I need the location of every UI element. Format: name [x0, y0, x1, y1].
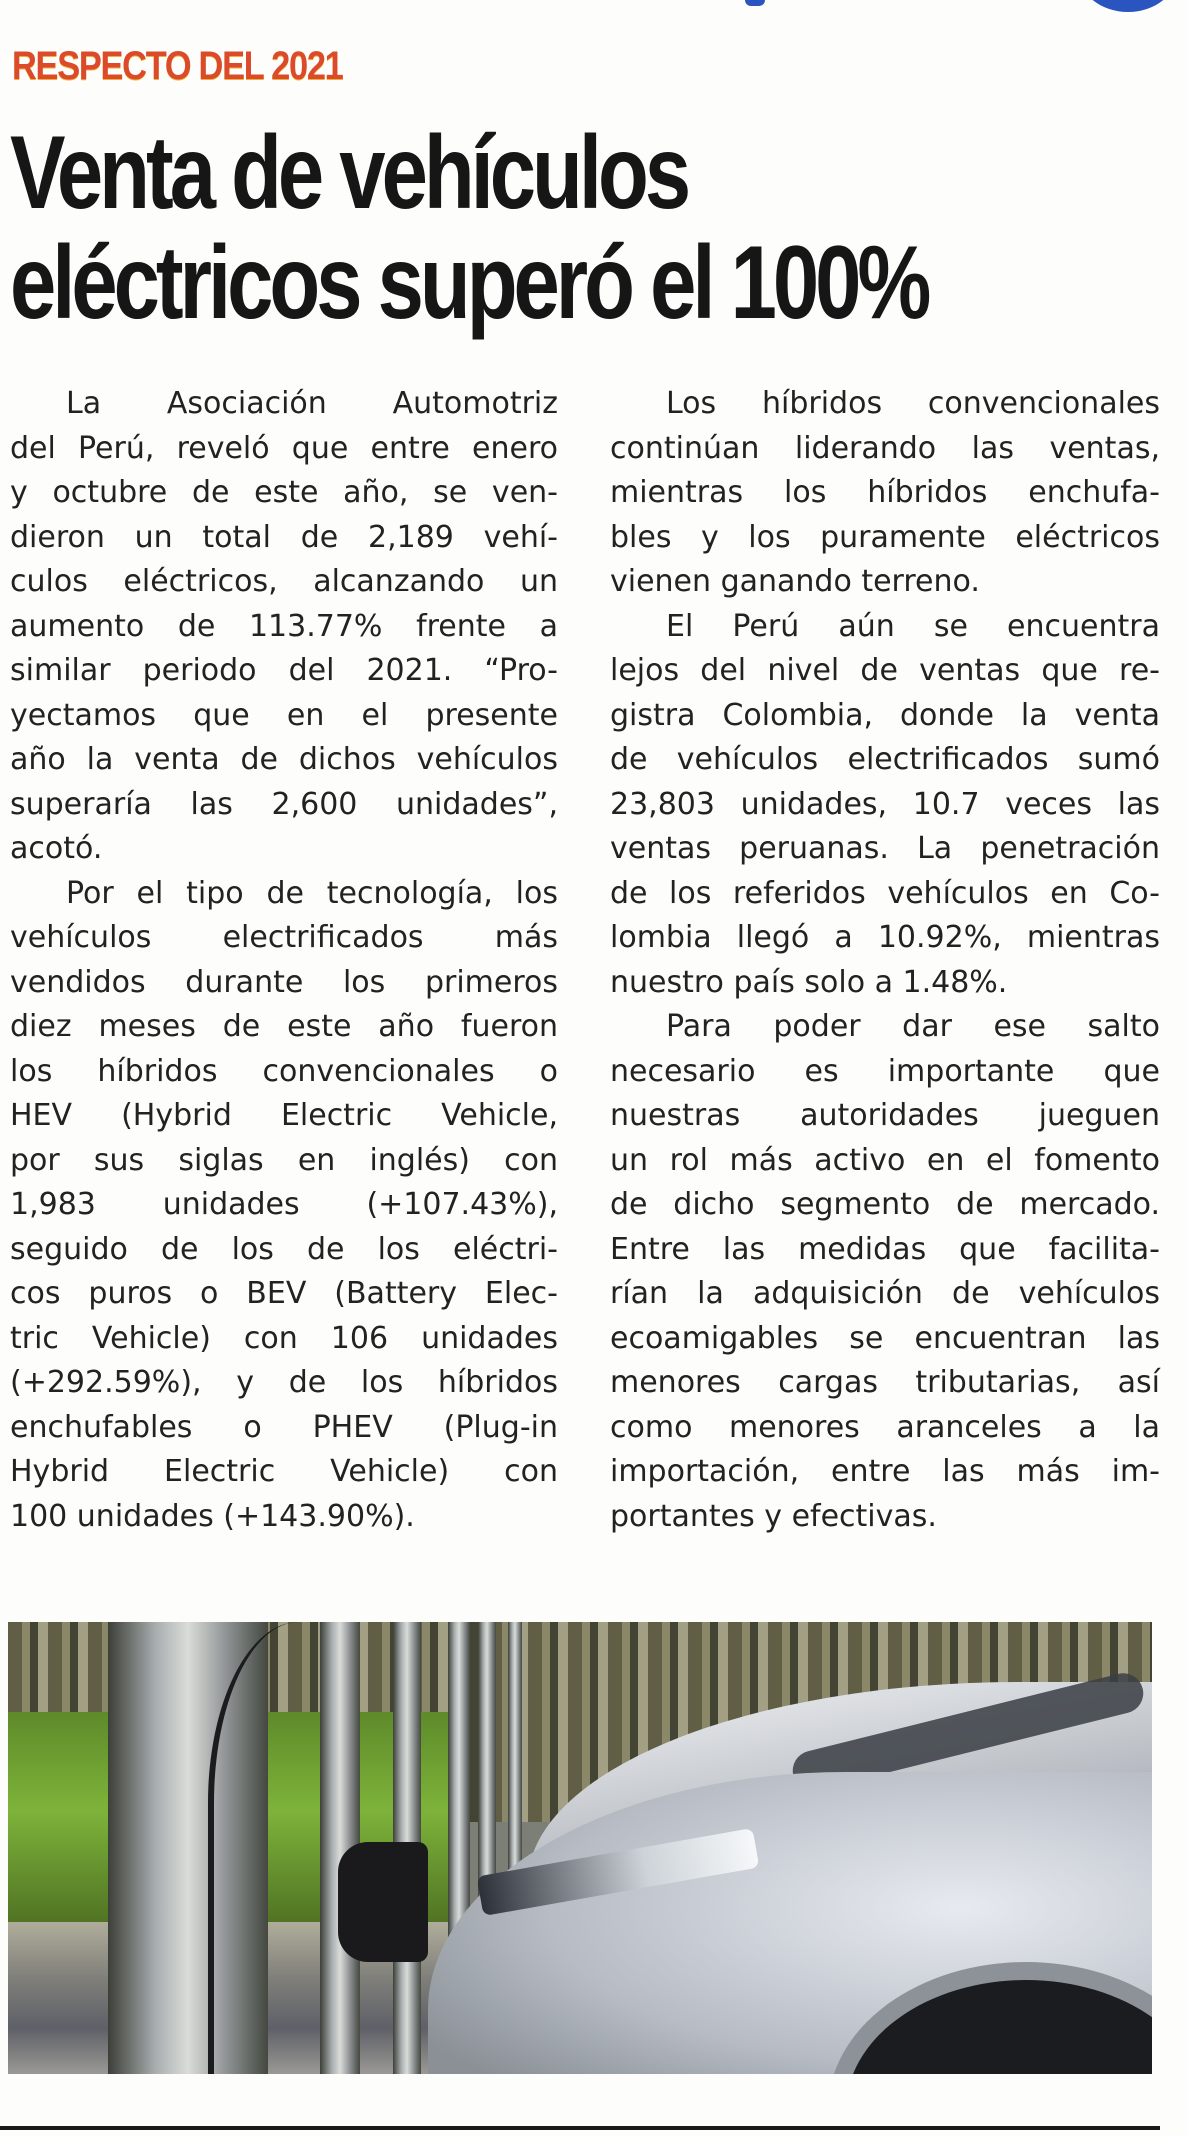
text-line: 23,803 unidades, 10.7 veces las — [610, 786, 1160, 822]
text-line: bles y los puramente eléctricos — [610, 519, 1160, 555]
text-line: rían la adquisición de vehículos — [610, 1276, 1160, 1311]
text-line: vienen ganando terreno. — [610, 564, 980, 599]
top-decoration-blue-stub — [745, 0, 765, 6]
text-line: los híbridos convencionales o — [10, 1053, 558, 1089]
text-line: enchufables o PHEV (Plug-in — [10, 1409, 558, 1445]
text-line: del Perú, reveló que entre enero — [10, 430, 558, 466]
text-line: La Asociación Automotriz — [66, 386, 558, 421]
photo-car-charge-port — [338, 1842, 428, 1962]
article-photo-ev-charging — [8, 1622, 1152, 2074]
text-line: cos puros o BEV (Battery Elec- — [10, 1276, 558, 1311]
text-line: Entre las medidas que facilita- — [610, 1231, 1160, 1267]
text-line: continúan liderando las ventas, — [610, 430, 1160, 466]
text-line: ventas peruanas. La penetración — [610, 831, 1160, 866]
text-line: lejos del nivel de ventas que re- — [610, 653, 1160, 688]
text-line: superaría las 2,600 unidades”, — [10, 786, 558, 822]
text-line: un rol más activo en el fomento — [610, 1142, 1160, 1178]
text-line: vendidos durante los primeros — [10, 964, 558, 1000]
paragraph-2 — [10, 872, 558, 1540]
paragraph-3 — [610, 382, 1160, 605]
text-line: 100 unidades (+143.90%). — [10, 1498, 415, 1534]
text-line: y octubre de este año, se ven- — [10, 475, 558, 510]
text-line: por sus siglas en inglés) con — [10, 1142, 558, 1178]
text-line: mientras los híbridos enchufa- — [610, 475, 1160, 510]
text-line: de dicho segmento de mercado. — [610, 1187, 1160, 1222]
text-line: Para poder dar ese salto — [666, 1009, 1160, 1044]
text-line: gistra Colombia, donde la venta — [610, 697, 1160, 733]
text-line: tric Vehicle) con 106 unidades — [10, 1320, 558, 1356]
article-headline — [10, 115, 928, 341]
text-line: yectamos que en el presente — [10, 697, 558, 733]
headline-line-1: Venta de vehículos — [10, 115, 688, 231]
text-line: El Perú aún se encuentra — [666, 608, 1160, 644]
text-line: seguido de los de los eléctri- — [10, 1231, 558, 1267]
text-line: 1,983 unidades (+107.43%), — [10, 1187, 558, 1222]
text-line: necesario es importante que — [610, 1053, 1160, 1089]
text-line: vehículos electrificados más — [10, 920, 558, 955]
article-column-left — [10, 382, 558, 1539]
text-line: (+292.59%), y de los híbridos — [10, 1365, 558, 1400]
text-line: dieron un total de 2,189 vehí- — [10, 519, 558, 555]
text-line: acotó. — [10, 831, 103, 866]
text-line: de los referidos vehículos en Co- — [610, 875, 1160, 911]
article-column-right — [610, 382, 1160, 1539]
text-line: HEV (Hybrid Electric Vehicle, — [10, 1098, 558, 1133]
text-line: nuestras autoridades jueguen — [610, 1098, 1160, 1133]
article-kicker: RESPECTO DEL 2021 — [12, 44, 343, 88]
paragraph-1 — [10, 382, 558, 872]
text-line: portantes y efectivas. — [610, 1498, 937, 1534]
headline-line-2: eléctricos superó el 100% — [10, 225, 928, 341]
text-line: como menores aranceles a la — [610, 1409, 1160, 1445]
text-line: lombia llegó a 10.92%, mientras — [610, 920, 1160, 955]
text-line: Hybrid Electric Vehicle) con — [10, 1454, 558, 1489]
text-line: aumento de 113.77% frente a — [10, 608, 558, 644]
text-line: de vehículos electrificados sumó — [610, 742, 1160, 777]
text-line: diez meses de este año fueron — [10, 1009, 558, 1044]
paragraph-4 — [610, 605, 1160, 1006]
text-line: ecoamigables se encuentran las — [610, 1320, 1160, 1356]
text-line: año la venta de dichos vehículos — [10, 742, 558, 777]
text-line: culos eléctricos, alcanzando un — [10, 564, 558, 599]
paragraph-5 — [610, 1005, 1160, 1539]
text-line: nuestro país solo a 1.48%. — [610, 964, 1008, 1000]
text-line: menores cargas tributarias, así — [610, 1365, 1160, 1400]
text-line: Los híbridos convencionales — [666, 386, 1160, 421]
text-line: importación, entre las más im- — [610, 1454, 1160, 1489]
bottom-rule — [0, 2126, 1160, 2130]
text-line: similar periodo del 2021. “Pro- — [10, 653, 558, 688]
text-line: Por el tipo de tecnología, los — [66, 875, 558, 911]
top-decoration-blue-circle — [1078, 0, 1178, 12]
